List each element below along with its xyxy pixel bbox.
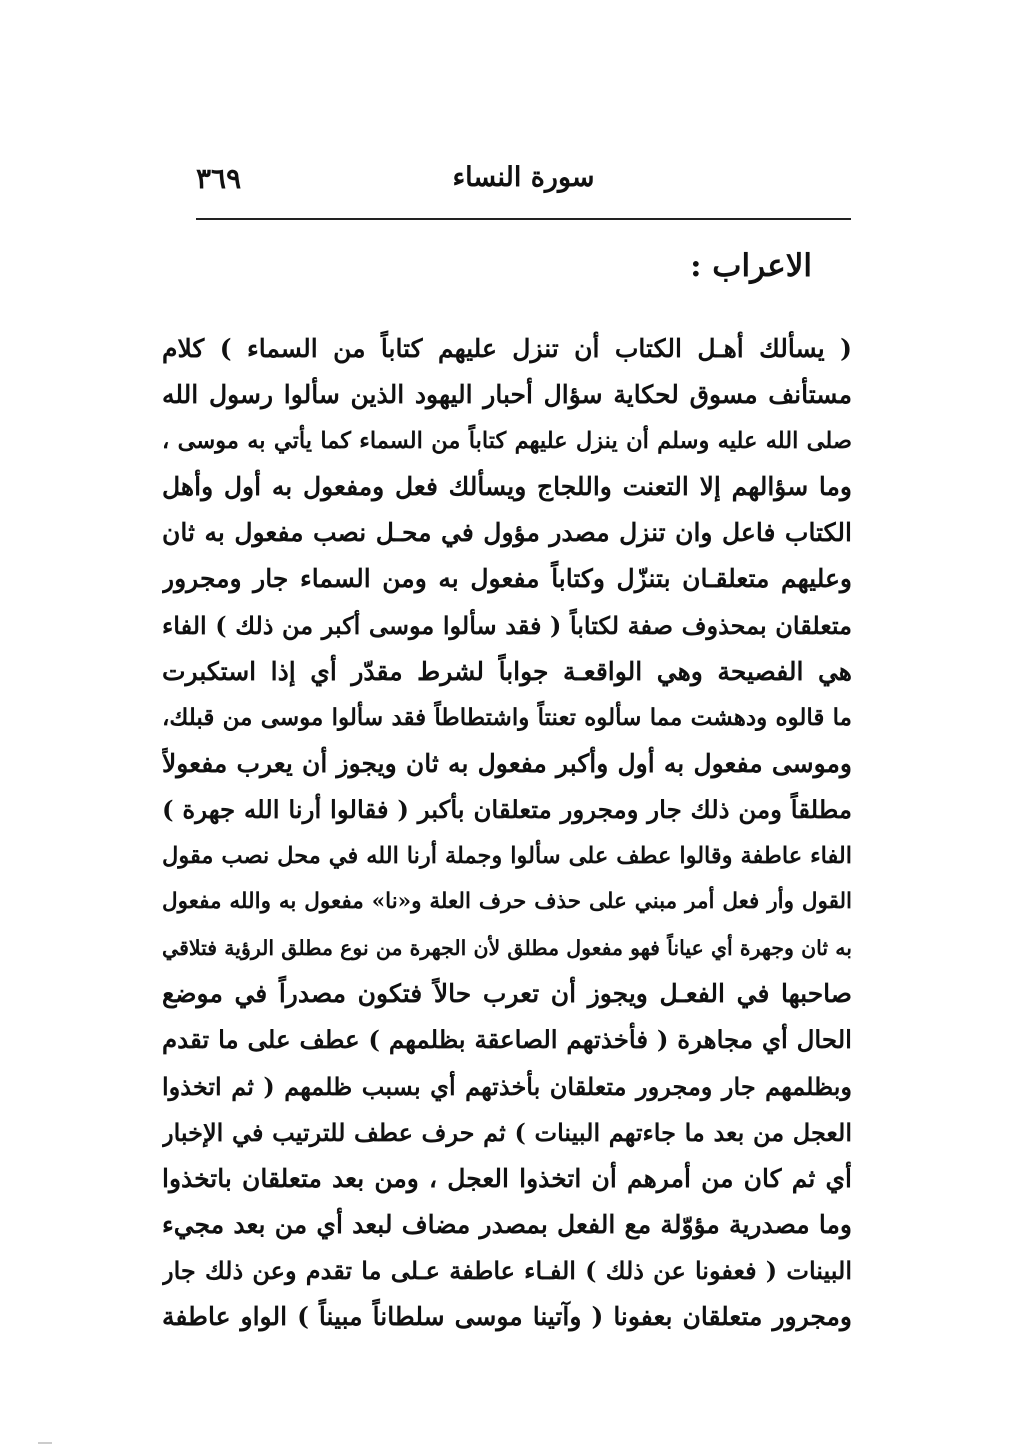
section-heading: الاعراب : bbox=[690, 248, 812, 284]
text-line: ومجرور متعلقان بعفونا ( وآتينا موسى سلطاناً مبيناً ) الواو عاطفة bbox=[162, 1301, 852, 1331]
scan-mark bbox=[38, 1442, 52, 1444]
text-line: أي ثم كان من أمرهم أن اتخذوا العجل ، ومن بعد متعلقان باتخذوا bbox=[162, 1163, 852, 1193]
text-line: وما سؤالهم إلا التعنت واللجاج ويسألك فعل ومفعول به أول وأهل bbox=[162, 472, 852, 502]
text-line: ما قالوه ودهشت مما سألوه تعنتاً واشتطاطاً فقد سألوا موسى من قبلك، bbox=[162, 703, 852, 731]
text-line: البينات ( فعفونا عن ذلك ) الفـاء عاطفة عـلى ما تقدم وعن ذلك جار bbox=[162, 1255, 852, 1285]
text-line: مطلقاً ومن ذلك جار ومجرور متعلقان بأكبر ( فقالوا أرنا الله جهرة ) bbox=[162, 794, 852, 824]
text-line: ( يسألك أهـل الكتاب أن تنزل عليهم كتاباً من السماء ) كلام bbox=[162, 334, 852, 363]
text-line: صلى الله عليه وسلم أن ينزل عليهم كتاباً من السماء كما يأتي به موسى ، bbox=[162, 428, 852, 455]
text-line: وبظلمهم جار ومجرور متعلقان بأخذتهم أي بسبب ظلمهم ( ثم اتخذوا bbox=[162, 1071, 852, 1101]
text-line: العجل من بعد ما جاءتهم البينات ) ثم حرف عطف للترتيب في الإخبار bbox=[162, 1117, 852, 1147]
surah-title: سورة النساء bbox=[452, 162, 595, 193]
text-line: وموسى مفعول به أول وأكبر مفعول به ثان ويجوز أن يعرب مفعولاً bbox=[162, 748, 852, 778]
text-line: الفاء عاطفة وقالوا عطف على سألوا وجملة أرنا الله في محل نصب مقول bbox=[162, 843, 852, 870]
page-number: ٣٦٩ bbox=[196, 162, 242, 195]
text-line: صاحبها في الفعـل ويجوز أن تعرب حالاً فتكون مصدراً في موضع bbox=[162, 979, 852, 1009]
text-line: الكتاب فاعل وان تنزل مصدر مؤول في محـل نصب مفعول به ثان bbox=[162, 518, 852, 548]
body-text bbox=[162, 326, 852, 1340]
text-line: مستأنف مسوق لحكاية سؤال أحبار اليهود الذين سألوا رسول الله bbox=[162, 380, 852, 410]
text-line: هي الفصيحة وهي الواقعـة جواباً لشرط مقدّر أي إذا استكبرت bbox=[162, 656, 852, 686]
text-line: وعليهم متعلقـان بتنزّل وكتاباً مفعول به ومن السماء جار ومجرور bbox=[162, 564, 852, 594]
header-divider bbox=[196, 218, 851, 220]
page-header bbox=[196, 162, 851, 202]
text-line: القول وأر فعل أمر مبني على حذف حرف العلة و«نا» مفعول به والله مفعول bbox=[162, 889, 852, 915]
text-line: متعلقان بمحذوف صفة لكتاباً ( فقد سألوا موسى أكبر من ذلك ) الفاء bbox=[162, 610, 852, 640]
text-line: وما مصدرية مؤوّلة مع الفعل بمصدر مضاف لبعد أي من بعد مجيء bbox=[162, 1209, 852, 1239]
text-line: الحال أي مجاهرة ( فأخذتهم الصاعقة بظلمهم ) عطف على ما تقدم bbox=[162, 1025, 852, 1055]
text-line: به ثان وجهرة أي عياناً فهو مفعول مطلق لأن الجهرة من نوع مطلق الرؤية فتلاقي bbox=[162, 936, 852, 961]
